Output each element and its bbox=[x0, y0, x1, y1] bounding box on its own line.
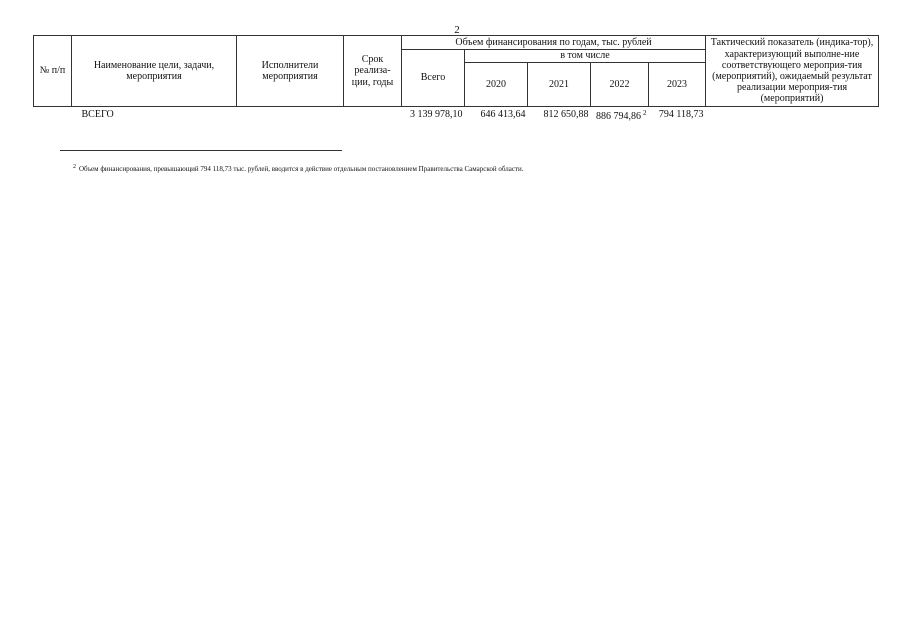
total-label: ВСЕГО bbox=[81, 109, 114, 120]
header-name: Наименование цели, задачи, мероприятия bbox=[72, 36, 237, 107]
footnote-divider bbox=[60, 150, 342, 151]
table-row-total bbox=[34, 107, 879, 123]
footnote-mark: 2 bbox=[73, 164, 76, 170]
total-2022: 886 794,86 bbox=[596, 111, 641, 122]
header-including: в том числе bbox=[465, 50, 706, 63]
footnote-reference: 2 bbox=[643, 109, 647, 117]
header-total: Всего bbox=[402, 50, 465, 107]
total-2023: 794 118,73 bbox=[658, 109, 704, 120]
header-number: № п/п bbox=[34, 36, 72, 107]
header-year-2023: 2023 bbox=[649, 63, 706, 107]
header-year-2021: 2021 bbox=[528, 63, 591, 107]
total-2022-cell bbox=[591, 107, 649, 123]
total-all-years: 3 139 978,10 bbox=[410, 109, 463, 120]
header-executors: Исполнители мероприятия bbox=[237, 36, 344, 107]
header-indicator: Тактический показатель (индика-тор), характеризующий выполне-ние соответствующего мероприя-тия (мероприятий), ожидаемый результат реализации мероприя-тия (мероприятий) bbox=[706, 36, 879, 107]
funding-table bbox=[33, 35, 879, 123]
total-2021: 812 650,88 bbox=[543, 109, 589, 120]
page-number: 2 bbox=[454, 24, 460, 36]
total-2020: 646 413,64 bbox=[480, 109, 526, 120]
footnote bbox=[73, 164, 524, 173]
footnote-text: Объем финансирования, превышающий 794 118,73 тыс. рублей, вводится в действие отдельным постановлением Правительства Самарской области. bbox=[79, 165, 524, 173]
header-funding: Объем финансирования по годам, тыс. рублей bbox=[402, 36, 706, 50]
header-year-2020: 2020 bbox=[465, 63, 528, 107]
header-term: Срок реализа-ции, годы bbox=[344, 36, 402, 107]
header-year-2022: 2022 bbox=[591, 63, 649, 107]
